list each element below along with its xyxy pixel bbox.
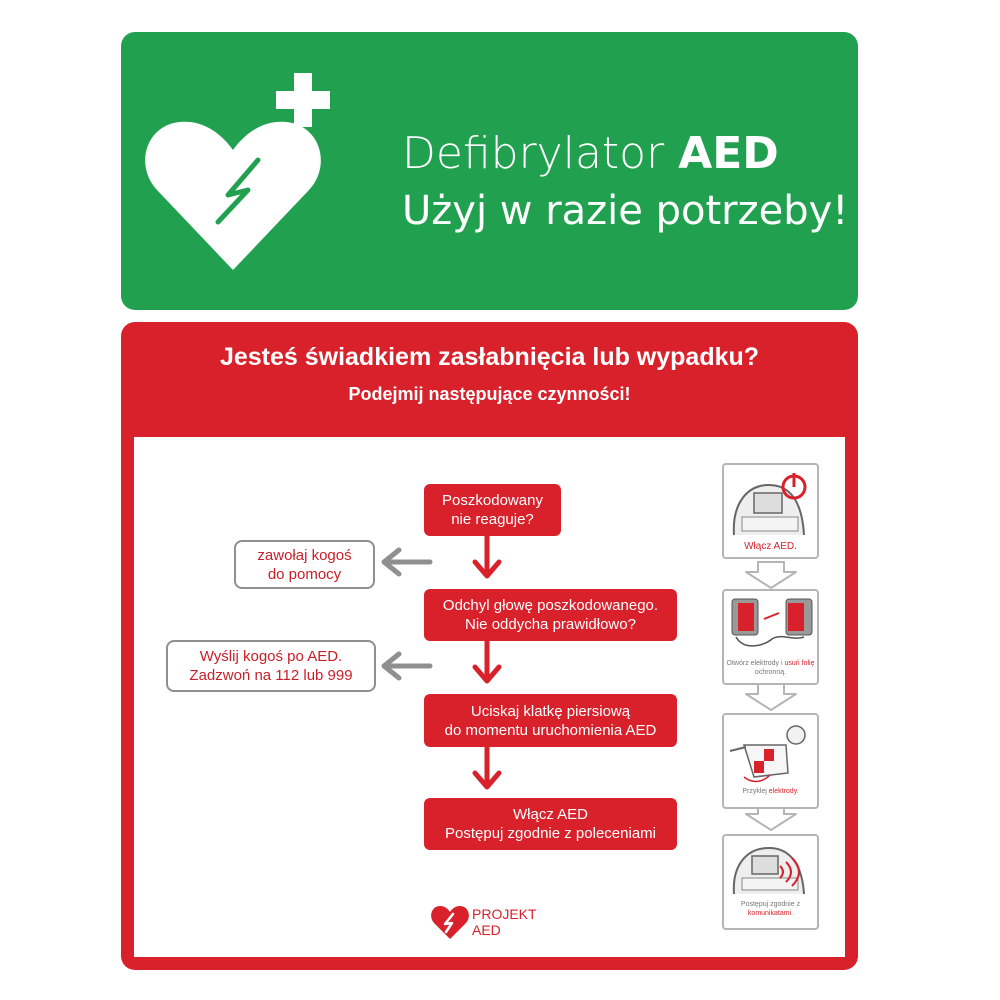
page-title: Defibrylator AED: [402, 128, 779, 179]
flow-step-unresponsive: Poszkodowany nie reaguje?: [424, 484, 561, 536]
aed-step-caption: Włącz AED.: [744, 541, 797, 552]
aed-step-open-electrodes: [722, 589, 819, 685]
aed-step-power-on: [722, 463, 819, 559]
page-subtitle: Użyj w razie potrzeby!: [402, 188, 849, 234]
instructions-subheading: Podejmij następujące czynności!: [348, 384, 631, 404]
aed-step-caption: Otwórz elektrody i usuń folię ochronną.: [726, 660, 815, 676]
side-action-send-for-aed: Wyślij kogoś po AED. Zadzwoń na 112 lub 999: [166, 640, 376, 692]
flow-step-turn-on-aed: Włącz AED Postępuj zgodnie z poleceniami: [424, 798, 677, 850]
flow-step-check-breathing: Odchyl głowę poszkodowanego. Nie oddycha prawidłowo?: [424, 589, 677, 641]
projekt-aed-brand-text: PROJEKT AED: [472, 906, 537, 938]
aed-step-caption: Przyklej elektrody.: [742, 788, 799, 795]
side-action-call-help: zawołaj kogoś do pomocy: [234, 540, 375, 589]
projekt-aed-heart-icon: [430, 905, 470, 941]
aed-step-caption: Postępuj zgodnie z komunikatami.: [740, 901, 801, 917]
aed-step-attach-electrodes: [722, 713, 819, 809]
instructions-heading: Jesteś świadkiem zasłabnięcia lub wypadku?: [219, 343, 760, 371]
flow-step-chest-compressions: Uciskaj klatkę piersiową do momentu uruchomienia AED: [424, 694, 677, 747]
aed-step-follow-prompts: [722, 834, 819, 930]
